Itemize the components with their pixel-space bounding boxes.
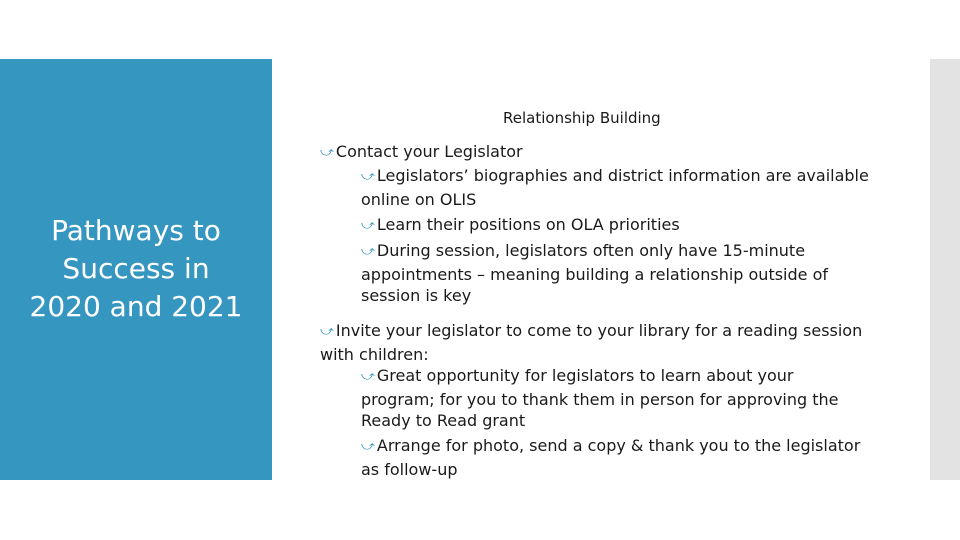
curved-arrow-icon: ⤻ xyxy=(320,324,334,339)
bullet-biographies xyxy=(361,165,881,210)
bullet-text: Great opportunity for legislators to learn about your program; for you to thank them in person for approving the Ready to Read grant xyxy=(361,366,839,430)
curved-arrow-icon: ⤻ xyxy=(361,244,375,259)
bullet-text: Invite your legislator to come to your library for a reading session with children: xyxy=(320,321,863,364)
bullet-session-appointments xyxy=(361,240,861,307)
bullet-arrange-photo xyxy=(361,435,876,480)
bullet-great-opportunity xyxy=(361,365,871,432)
bullet-contact-legislator xyxy=(320,141,880,165)
curved-arrow-icon: ⤻ xyxy=(320,145,334,160)
bullet-text: During session, legislators often only have 15-minute appointments – meaning building a relationship outside of session is key xyxy=(361,241,829,305)
slide-title xyxy=(0,212,272,326)
side-strip xyxy=(930,59,960,480)
curved-arrow-icon: ⤻ xyxy=(361,169,375,184)
bullet-text: Legislators’ biographies and district information are available online on OLIS xyxy=(361,166,869,209)
bullet-learn-positions xyxy=(361,214,901,238)
section-heading: Relationship Building xyxy=(503,109,661,127)
slide-title-line-3: 2020 and 2021 xyxy=(29,290,243,323)
curved-arrow-icon: ⤻ xyxy=(361,218,375,233)
slide-title-line-2: Success in xyxy=(62,252,210,285)
slide-title-line-1: Pathways to xyxy=(51,214,221,247)
bullet-text: Arrange for photo, send a copy & thank you to the legislator as follow-up xyxy=(361,436,861,479)
bullet-text: Contact your Legislator xyxy=(335,142,523,161)
curved-arrow-icon: ⤻ xyxy=(361,439,375,454)
bullet-text: Learn their positions on OLA priorities xyxy=(376,215,680,234)
bullet-invite-legislator xyxy=(320,320,880,365)
curved-arrow-icon: ⤻ xyxy=(361,369,375,384)
